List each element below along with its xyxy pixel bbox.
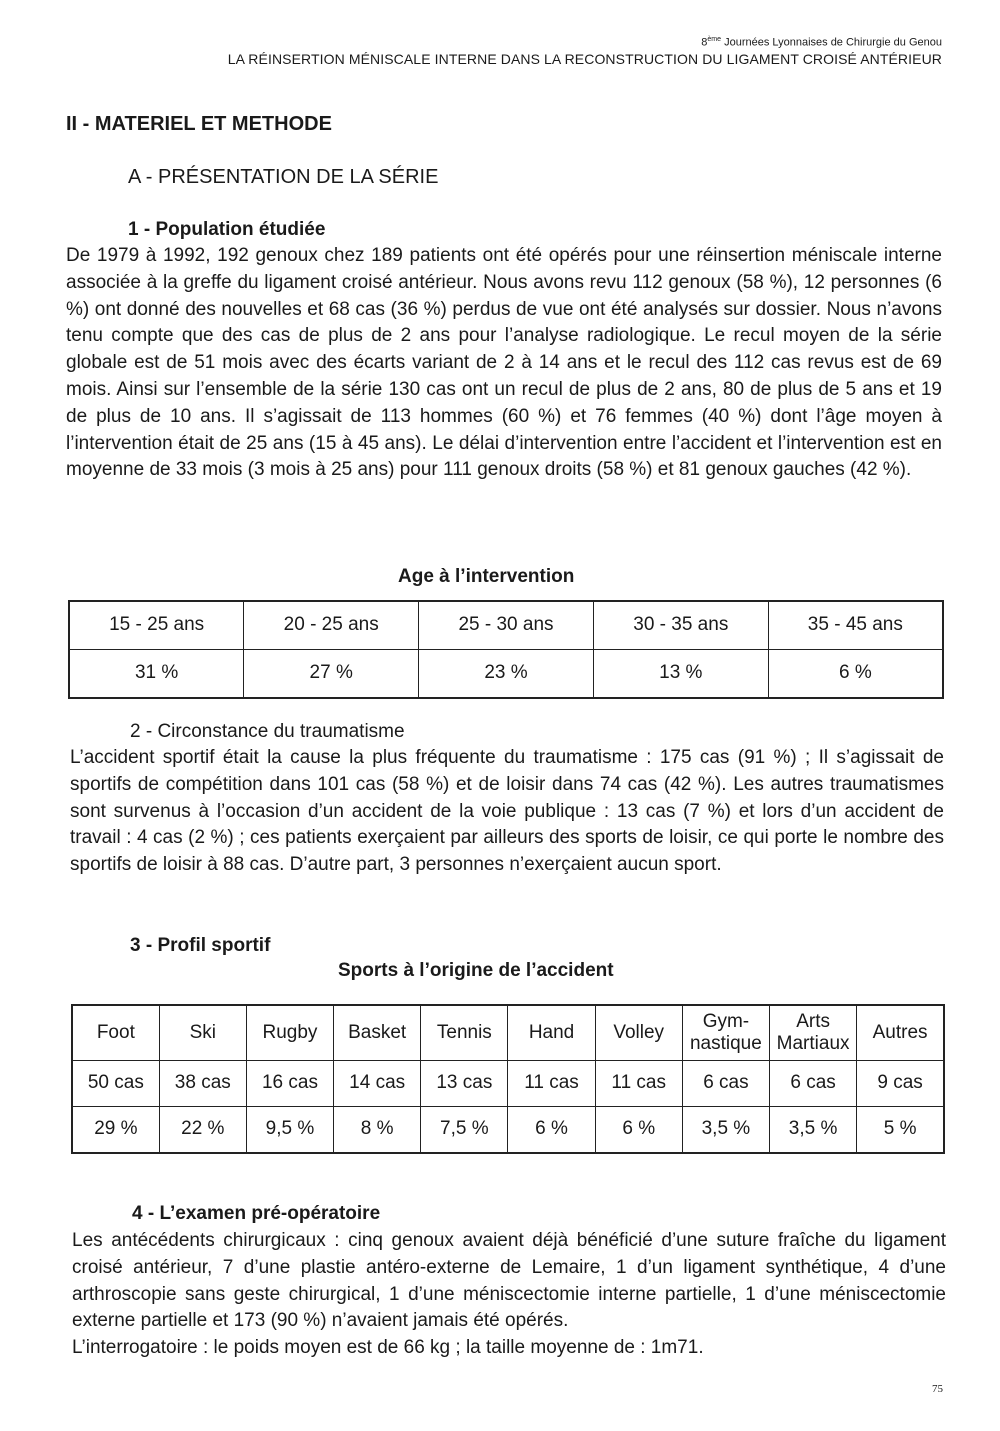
sports-table-cell: 8 %: [334, 1107, 421, 1154]
sports-table-cell: Ski: [159, 1005, 246, 1061]
age-table-cell: 27 %: [244, 650, 419, 699]
sports-table-cell: Autres: [857, 1005, 944, 1061]
heading-circonstance: 2 - Circonstance du traumatisme: [130, 721, 405, 742]
age-table-cell: 15 - 25 ans: [69, 601, 244, 650]
sports-table-cell: 3,5 %: [682, 1107, 769, 1154]
sports-table-cell: Foot: [72, 1005, 159, 1061]
sports-table-cell-line: nastique: [689, 1033, 762, 1054]
sports-table-cell: 3,5 %: [770, 1107, 857, 1154]
sports-table-cell-line: Arts: [796, 1011, 830, 1032]
age-table-cell: 25 - 30 ans: [419, 601, 594, 650]
sports-table-cell: 13 cas: [421, 1061, 508, 1107]
sports-table-cell: Tennis: [421, 1005, 508, 1061]
sports-table-cell-line: Martiaux: [776, 1033, 850, 1054]
age-table-cell: 30 - 35 ans: [593, 601, 768, 650]
age-table-cell: 20 - 25 ans: [244, 601, 419, 650]
sports-table-cell: [770, 1005, 857, 1061]
sports-table-cell: 9,5 %: [246, 1107, 333, 1154]
age-table-cell: 13 %: [593, 650, 768, 699]
heading-population: 1 - Population étudiée: [128, 219, 326, 240]
sports-table-cases-row: [72, 1061, 944, 1107]
age-table-cell: 31 %: [69, 650, 244, 699]
page-number: 75: [932, 1383, 943, 1395]
sports-table-cell: 11 cas: [508, 1061, 595, 1107]
sports-table-cell: 16 cas: [246, 1061, 333, 1107]
caption-age-table: Age à l’intervention: [398, 566, 575, 587]
sports-table-cell: 14 cas: [334, 1061, 421, 1107]
sports-table-cell: Rugby: [246, 1005, 333, 1061]
sports-table-cell-line: Gym-: [702, 1011, 750, 1032]
sports-table-cell: 38 cas: [159, 1061, 246, 1107]
sports-table-cell: 50 cas: [72, 1061, 159, 1107]
sports-table-cell: 11 cas: [595, 1061, 682, 1107]
paragraph-population: De 1979 à 1992, 192 genoux chez 189 patients ont été opérés pour une réinsertion méniscale interne associée à la greffe du ligament croisé antérieur. Nous avons revu 112 genoux (58 %), 12 personnes (6 %) ont donné des nouvelles et 68 cas (36 %) perdus de vue ont été analysés sur dossier. Nous n’avons tenu compte que des cas de plus de 2 ans pour l’analyse radiologique. Le recul moyen de la série globale est de 51 mois avec des écarts variant de 2 à 14 ans et le recul des 112 cas revus est de 69 mois. Ainsi sur l’ensemble de la série 130 cas ont un recul de plus de 2 ans, 80 de plus de 5 ans et 19 de plus de 10 ans. Il s’agissait de 113 hommes (60 %) et 76 femmes (40 %) dont l’âge moyen à l’intervention était de 25 ans (15 à 45 ans). Le délai d’intervention entre l’accident et l’intervention est en moyenne de 33 mois (3 mois à 25 ans) pour 111 genoux droits (58 %) et 81 genoux gauches (42 %).: [66, 245, 942, 481]
header-journal-name: Journées Lyonnaises de Chirurgie du Genou: [721, 36, 942, 49]
age-table-cell: 6 %: [768, 650, 943, 699]
sports-table-cell: 6 cas: [682, 1061, 769, 1107]
heading-examen: 4 - L’examen pré-opératoire: [132, 1203, 381, 1224]
sports-table-cell: 5 %: [857, 1107, 944, 1154]
paragraph-circonstance: L’accident sportif était la cause la plus fréquente du traumatisme : 175 cas (91 %) ; Il s’agissait de sportifs de compétition dans 101 cas (58 %) et de loisir dans 74 cas (42 %). Les autres traumatismes sont survenus à l’occasion d’un accident de la voie publique : 13 cas (7 %) et lors d’un accident de travail : 4 cas (2 %) ; ces patients exerçaient par ailleurs des sports de loisir, ce qui porte le nombre des sportifs de loisir à 88 cas. D’autre part, 3 personnes n’exerçaient aucun sport.: [70, 747, 944, 876]
sports-table-cell: 9 cas: [857, 1061, 944, 1107]
section-title: II - MATERIEL ET METHODE: [66, 113, 332, 135]
sports-table: [71, 1004, 945, 1154]
running-header-title: LA RÉINSERTION MÉNISCALE INTERNE DANS LA RECONSTRUCTION DU LIGAMENT CROISÉ ANTÉRIEUR: [227, 51, 942, 67]
paragraph-examen-antecedents: Les antécédents chirurgicaux : cinq genoux avaient déjà bénéficié d’une suture fraîche du ligament croisé antérieur, 7 d’une plastie antéro-externe de Lemaire, 1 d’un ligament synthétique, 4 d’une arthroscopie sans geste chirurgical, 1 d’une méniscectomie interne partielle, 1 d’une méniscectomie externe partielle et 173 (90 %) n’avaient jamais été opérés.: [72, 1230, 946, 1332]
sports-table-cell: 6 cas: [770, 1061, 857, 1107]
sports-table-cell: Volley: [595, 1005, 682, 1061]
subsection-title: A - PRÉSENTATION DE LA SÉRIE: [128, 166, 439, 188]
age-table: [68, 600, 944, 699]
header-ordinal: 8: [701, 36, 708, 49]
age-table-header-row: [69, 601, 943, 650]
sports-table-percent-row: [72, 1107, 944, 1154]
sports-table-cell: 6 %: [508, 1107, 595, 1154]
paragraph-examen-interrogatoire: L’interrogatoire : le poids moyen est de 66 kg ; la taille moyenne de : 1m71.: [72, 1337, 704, 1359]
heading-profil-sportif: 3 - Profil sportif: [130, 935, 271, 956]
age-table-cell: 23 %: [419, 650, 594, 699]
header-ordinal-suffix: ème: [707, 36, 722, 43]
sports-table-cell: 6 %: [595, 1107, 682, 1154]
sports-table-cell: [682, 1005, 769, 1061]
sports-table-cell: 29 %: [72, 1107, 159, 1154]
sports-table-cell: 7,5 %: [421, 1107, 508, 1154]
sports-table-cell: Basket: [334, 1005, 421, 1061]
age-table-cell: 35 - 45 ans: [768, 601, 943, 650]
sports-table-header-row: [72, 1005, 944, 1061]
sports-table-cell: Hand: [508, 1005, 595, 1061]
running-header-journal: [701, 36, 942, 49]
paragraph-examen: [72, 1228, 946, 1362]
age-table-value-row: [69, 650, 943, 699]
caption-sports-table: Sports à l’origine de l’accident: [338, 960, 614, 981]
sports-table-cell: 22 %: [159, 1107, 246, 1154]
